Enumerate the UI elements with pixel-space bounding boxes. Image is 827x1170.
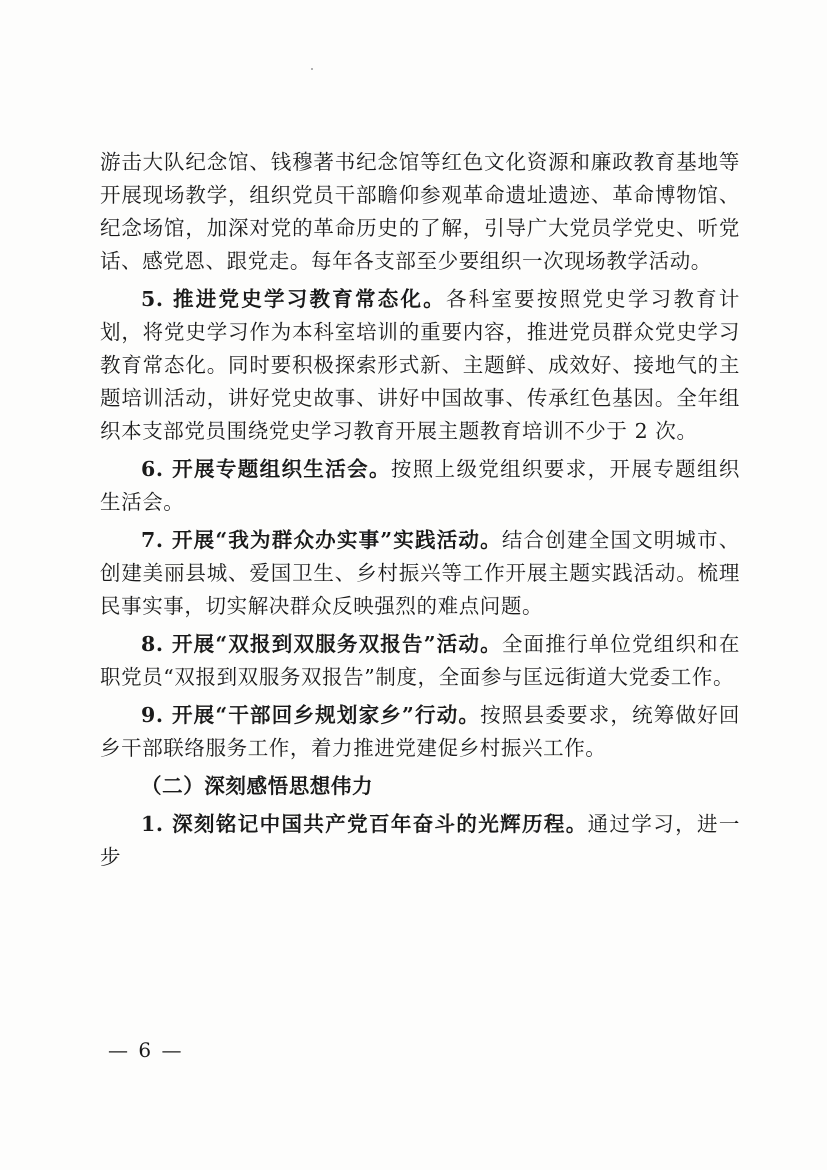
paragraph-text: 按照上级党组织要求，开展专题组织生活会。 [100,457,740,514]
paragraph-text: 通过学习，进一步 [100,812,740,869]
paragraph-heading: 7. 开展“我为群众办实事”实践活动。 [141,528,502,552]
paragraph-item-1 [100,808,740,874]
section-heading [100,770,740,803]
paragraph-text: 全面推行单位党组织和在职党员“双报到双服务双报告”制度，全面参与匡远街道大党委工作。 [100,632,740,689]
paragraph-item-9 [100,699,740,765]
scan-speck [311,68,313,70]
paragraph-heading: 9. 开展“干部回乡规划家乡”行动。 [141,703,481,727]
document-body [100,146,740,879]
section-title: （二）深刻感悟思想伟力 [141,774,374,798]
paragraph-text: 游击大队纪念馆、钱穆著书纪念馆等红色文化资源和廉政教育基地等开展现场教学，组织党员干部瞻仰参观革命遗址遗迹、革命博物馆、纪念场馆，加深对党的革命历史的了解，引导广大党员学党史、听党话、感党恩、跟党走。每年各支部至少要组织一次现场教学活动。 [100,150,740,273]
paragraph-text: 结合创建全国文明城市、创建美丽县城、爱国卫生、乡村振兴等工作开展主题实践活动。梳理民事实事，切实解决群众反映强烈的难点问题。 [100,528,740,618]
page-number: — 6 — [108,1038,184,1062]
paragraph-item-5 [100,283,740,448]
paragraph-heading: 8. 开展“双报到双服务双报告”活动。 [141,632,502,656]
paragraph-continuation [100,146,740,278]
paragraph-item-6 [100,453,740,519]
paragraph-heading: 5. 推进党史学习教育常态化。 [141,287,446,311]
paragraph-heading: 6. 开展专题组织生活会。 [141,457,391,481]
paragraph-text: 按照县委要求，统筹做好回乡干部联络服务工作，着力推进党建促乡村振兴工作。 [100,703,740,760]
paragraph-item-8 [100,628,740,694]
paragraph-item-7 [100,524,740,623]
paragraph-heading: 1. 深刻铭记中国共产党百年奋斗的光辉历程。 [141,812,588,836]
paragraph-text: 各科室要按照党史学习教育计划，将党史学习作为本科室培训的重要内容，推进党员群众党史学习教育常态化。同时要积极探索形式新、主题鲜、成效好、接地气的主题培训活动，讲好党史故事、讲好中国故事、传承红色基因。全年组织本支部党员围绕党史学习教育开展主题教育培训不少于 2 次。 [100,287,740,443]
